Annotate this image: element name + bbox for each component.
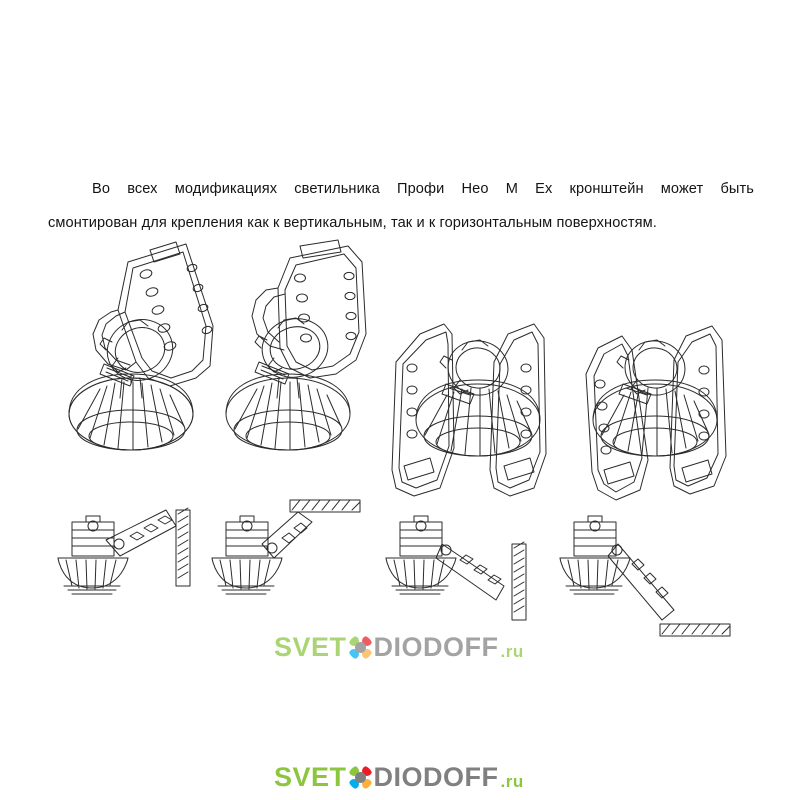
side-view-2	[212, 500, 360, 594]
isometric-unit-1	[69, 242, 213, 450]
paragraph-line-1: Во всех модификациях светильника Профи Нео М Ex кронштейн может быть	[92, 181, 754, 197]
footer-logo-svet: SVET	[274, 762, 347, 792]
footer-logo	[274, 762, 524, 793]
watermark-logo	[274, 632, 524, 663]
watermark-logo-ball-icon	[348, 635, 373, 660]
footer-logo-ball-icon	[348, 765, 373, 790]
mounting-diagram-svg	[0, 238, 800, 658]
page-paragraph	[48, 172, 754, 240]
isometric-unit-3	[392, 324, 546, 496]
footer-logo-diodoff: DIODOFF	[373, 762, 499, 792]
watermark-logo-svet: SVET	[274, 632, 347, 662]
footer-logo-ru: .ru	[500, 771, 524, 791]
paragraph-line-2: смонтирован для крепления как к вертикальным, так и к горизонтальным поверхностям.	[48, 215, 657, 231]
side-view-3	[386, 516, 526, 620]
isometric-unit-4	[586, 326, 726, 500]
watermark-logo-ru: .ru	[500, 641, 524, 661]
mounting-diagram-figure	[0, 238, 800, 658]
isometric-unit-2	[226, 240, 366, 450]
watermark-logo-diodoff: DIODOFF	[373, 632, 499, 662]
side-view-1	[58, 508, 190, 594]
side-view-4	[560, 516, 730, 636]
